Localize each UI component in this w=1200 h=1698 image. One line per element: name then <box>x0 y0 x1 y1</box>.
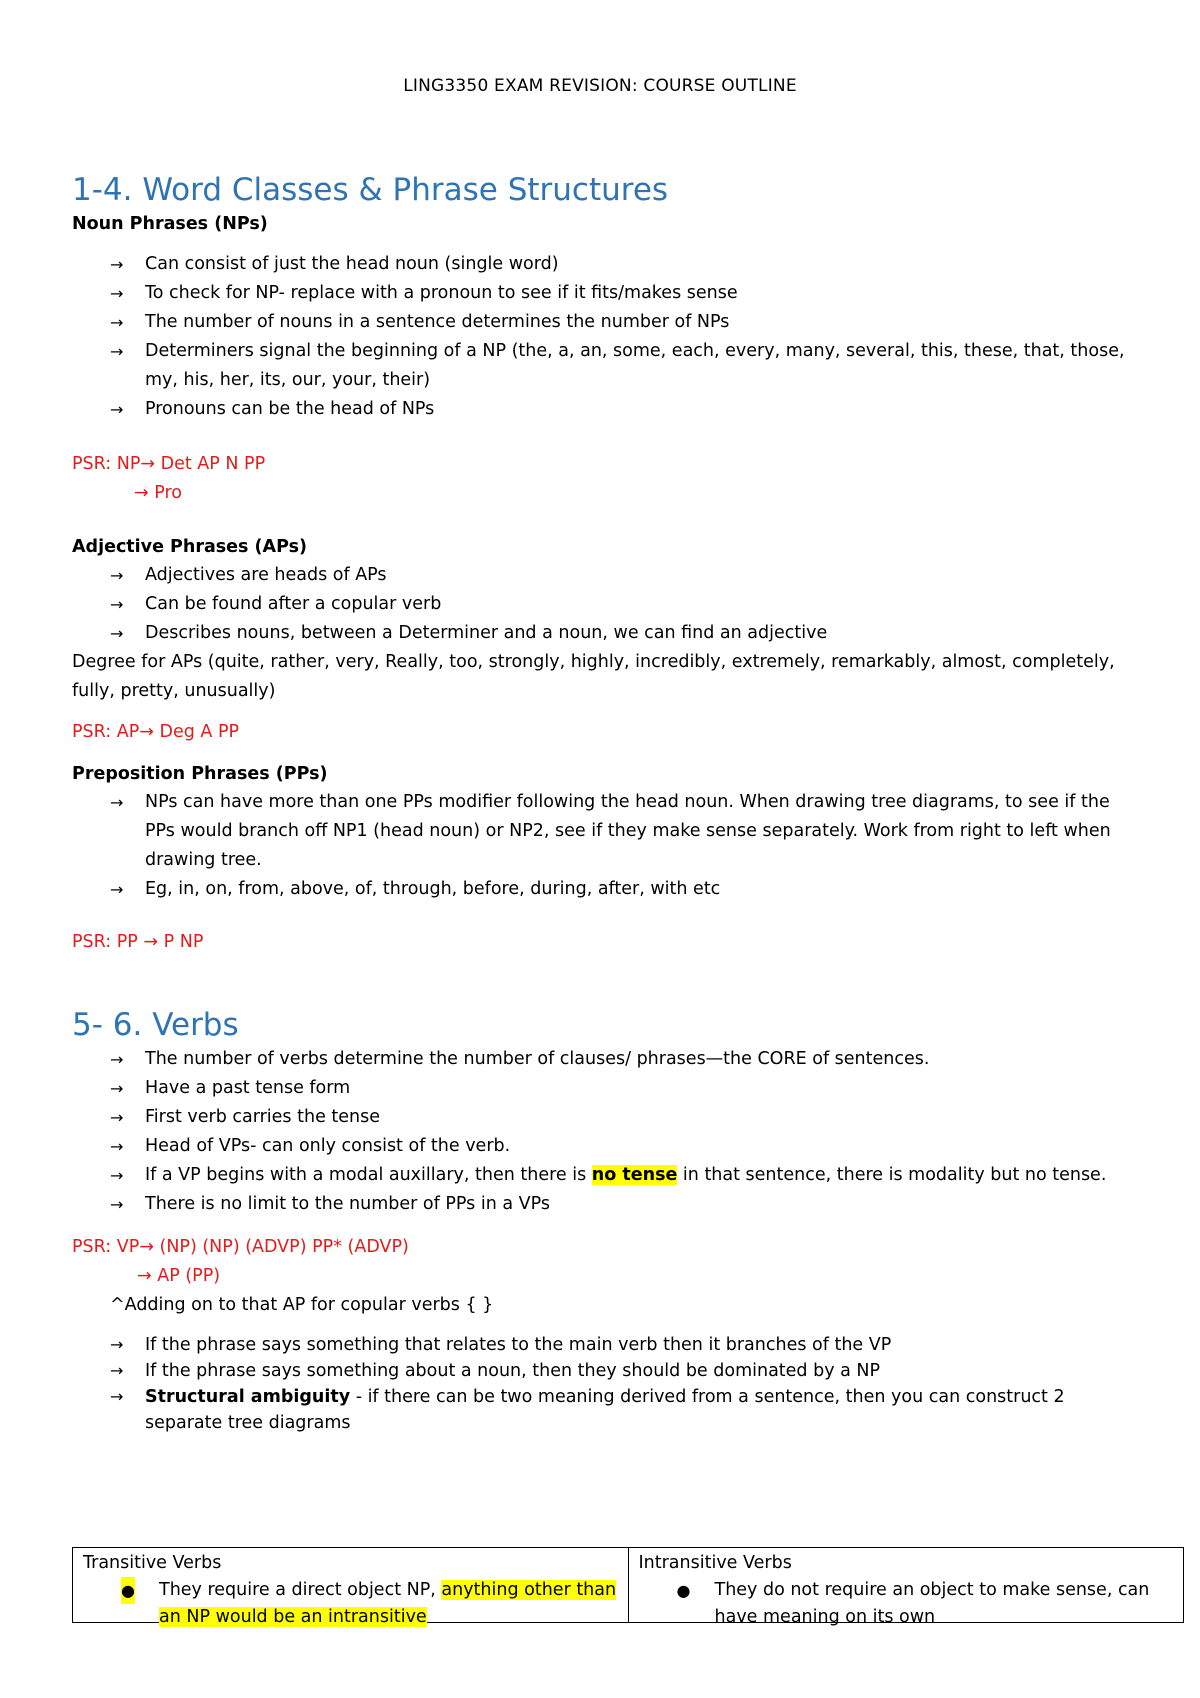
arrow-icon: → <box>110 1079 124 1098</box>
list-item: ● They require a direct object NP, anything other than an NP would be an intransitive <box>83 1577 618 1631</box>
verb-types-table <box>72 1547 1184 1627</box>
arrow-icon: → <box>110 880 124 899</box>
list-item: → If a VP begins with a modal auxillary, then there is no tense in that sentence, there is modality but no tense. <box>72 1161 1132 1190</box>
arrow-icon: → <box>110 595 124 614</box>
arrow-icon: → <box>110 1166 124 1185</box>
intransitive-cell <box>628 1548 1184 1627</box>
arrow-icon: → <box>110 1361 124 1380</box>
pp-psr-rule: PSR: PP → P NP <box>72 932 204 952</box>
list-item: → To check for NP- replace with a pronoun to see if it fits/makes sense <box>72 279 1132 308</box>
list-item: → Pronouns can be the head of NPs <box>72 395 1132 424</box>
list-item: → Determiners signal the beginning of a NP (the, a, an, some, each, every, many, several, this, these, that, those, my, his, her, its, our, your, their) <box>72 337 1132 395</box>
arrow-icon: → <box>110 284 124 303</box>
running-header: LING3350 EXAM REVISION: COURSE OUTLINE <box>403 76 797 96</box>
list-item: → The number of verbs determine the number of clauses/ phrases—the CORE of sentences. <box>72 1045 1132 1074</box>
arrow-icon: → <box>110 1137 124 1156</box>
arrow-icon: → <box>110 342 124 361</box>
intransitive-heading: Intransitive Verbs <box>638 1553 792 1573</box>
arrow-icon: → <box>110 1050 124 1069</box>
arrow-icon: → <box>110 313 124 332</box>
document-body <box>72 170 1132 1436</box>
arrow-icon: → <box>110 400 124 419</box>
list-item: → The number of nouns in a sentence determines the number of NPs <box>72 308 1132 337</box>
vp-psr-rule: PSR: VP→ (NP) (NP) (ADVP) PP* (ADVP) <box>72 1237 409 1257</box>
highlight-intransitive-note: anything other than an NP would be an intransitive <box>159 1580 617 1627</box>
verbs-list <box>72 1045 1132 1219</box>
list-item: → Can consist of just the head noun (single word) <box>72 250 1132 279</box>
list-item: → Structural ambiguity - if there can be two meaning derived from a sentence, then you can construct 2 separate tree diagrams <box>72 1384 1132 1436</box>
pp-list <box>72 788 1132 904</box>
list-item: → There is no limit to the number of PPs in a VPs <box>72 1190 1132 1219</box>
arrow-icon: → <box>110 1195 124 1214</box>
ap-degree-note: Degree for APs (quite, rather, very, Really, too, strongly, highly, incredibly, extremely, remarkably, almost, completely, fully, pretty, unusually) <box>72 652 1115 701</box>
copular-note: ^Adding on to that AP for copular verbs { } <box>110 1295 494 1315</box>
section-title-word-classes: 1-4. Word Classes & Phrase Structures <box>72 172 669 208</box>
np-psr-rule-alt: → Pro <box>134 483 182 503</box>
list-item: ● They do not require an object to make sense, can have meaning on its own <box>639 1577 1174 1631</box>
np-heading: Noun Phrases (NPs) <box>72 214 268 234</box>
ap-psr-rule: PSR: AP→ Deg A PP <box>72 722 240 742</box>
list-item: → NPs can have more than one PPs modifier following the head noun. When drawing tree diagrams, to see if the PPs would branch off NP1 (head noun) or NP2, see if they make sense separately. Work from right to left when drawing tree. <box>72 788 1132 875</box>
vp-psr-rule-alt: → AP (PP) <box>137 1266 221 1286</box>
arrow-icon: → <box>110 566 124 585</box>
arrow-icon: → <box>110 255 124 274</box>
list-item: → Have a past tense form <box>72 1074 1132 1103</box>
section-title-verbs: 5- 6. Verbs <box>72 1007 239 1043</box>
bullet-icon: ● <box>676 1581 691 1600</box>
list-item: → Can be found after a copular verb <box>72 590 1132 619</box>
list-item: → Describes nouns, between a Determiner and a noun, we can find an adjective <box>72 619 1132 648</box>
list-item: → Eg, in, on, from, above, of, through, before, during, after, with etc <box>72 875 1132 904</box>
list-item: → If the phrase says something that relates to the main verb then it branches of the VP <box>72 1332 1132 1358</box>
np-list <box>72 250 1132 424</box>
list-item: → If the phrase says something about a noun, then they should be dominated by a NP <box>72 1358 1132 1384</box>
transitive-heading: Transitive Verbs <box>83 1553 222 1573</box>
highlight-no-tense: no tense <box>591 1165 678 1185</box>
branch-list <box>72 1332 1132 1436</box>
arrow-icon: → <box>110 793 124 812</box>
ap-heading: Adjective Phrases (APs) <box>72 537 308 557</box>
list-item: → Adjectives are heads of APs <box>72 561 1132 590</box>
arrow-icon: → <box>110 624 124 643</box>
ap-list <box>72 561 1132 648</box>
arrow-icon: → <box>110 1387 124 1406</box>
arrow-icon: → <box>110 1335 124 1354</box>
arrow-icon: → <box>110 1108 124 1127</box>
list-item: → Head of VPs- can only consist of the verb. <box>72 1132 1132 1161</box>
list-item: → First verb carries the tense <box>72 1103 1132 1132</box>
pp-heading: Preposition Phrases (PPs) <box>72 764 328 784</box>
structural-ambiguity-term: Structural ambiguity <box>145 1387 351 1407</box>
transitive-cell <box>73 1548 628 1627</box>
bullet-icon: ● <box>121 1577 135 1604</box>
np-psr-rule: PSR: NP→ Det AP N PP <box>72 454 266 474</box>
